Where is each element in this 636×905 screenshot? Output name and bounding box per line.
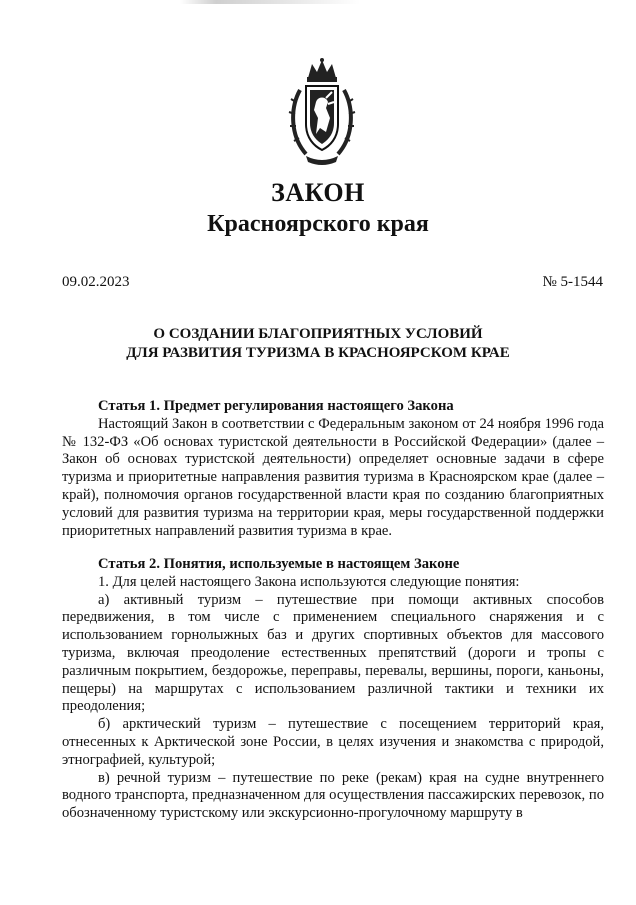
law-date: 09.02.2023 — [62, 274, 130, 290]
definition-item-b: б) арктический туризм – путешествие с посещением территорий края, отнесенных к Арктической зоне России, в целях изучения и знакомства с природой, этнографией, культурой; — [62, 716, 604, 768]
article-2-heading: Статья 2. Понятия, используемые в настоящем Законе — [98, 556, 460, 572]
law-number: № 5-1544 — [542, 274, 603, 290]
definition-item-c: в) речной туризм – путешествие по реке (рекам) края на судне внутреннего водного транспорта, предназначенном для осуществления пассажирских перевозок, по обозначенному туристскому или экскурсионно-прогулочному маршруту в — [62, 769, 604, 822]
coat-of-arms-icon — [286, 58, 358, 168]
definition-item-a: а) активный туризм – путешествие при помощи активных способов передвижения, в том числе с применением специального снаряжения и с использованием горнолыжных баз и других спортивных объектов для массового туризма, включая преодоление естественных препятствий (дороги и тропы с различным покрытием, бездорожье, переправы, перевалы, вершины, пороги, каньоны, пещеры) на маршрутах с использованием различной тактики и техники их преодоления; — [62, 591, 604, 715]
article-1-text: Настоящий Закон в соответствии с Федеральным законом от 24 ноября 1996 года № 132-ФЗ «Об основах туристской деятельности в Российской Федерации» (далее – Закон об основах туристской деятельности) определяет основные задачи в сфере туризма и приоритетные направления развития туризма в Красноярском крае (далее – край), полномочия органов государственной власти края по созданию благоприятных условий для развития туризма на территории края, меры государственной поддержки приоритетных направлений развития туризма в крае. — [62, 415, 604, 539]
article-1 — [62, 398, 604, 540]
article-2 — [62, 556, 604, 823]
law-name — [0, 325, 636, 363]
scan-artifact — [180, 0, 360, 4]
law-name-line-2: ДЛЯ РАЗВИТИЯ ТУРИЗМА В КРАСНОЯРСКОМ КРАЕ — [126, 345, 510, 361]
document-subtitle: Красноярского края — [207, 211, 429, 237]
article-1-heading: Статья 1. Предмет регулирования настоящего Закона — [98, 398, 454, 414]
article-2-intro: 1. Для целей настоящего Закона используются следующие понятия: — [98, 573, 520, 590]
document-title: ЗАКОН — [271, 178, 365, 207]
law-name-line-1: О СОЗДАНИИ БЛАГОПРИЯТНЫХ УСЛОВИЙ — [153, 326, 483, 342]
